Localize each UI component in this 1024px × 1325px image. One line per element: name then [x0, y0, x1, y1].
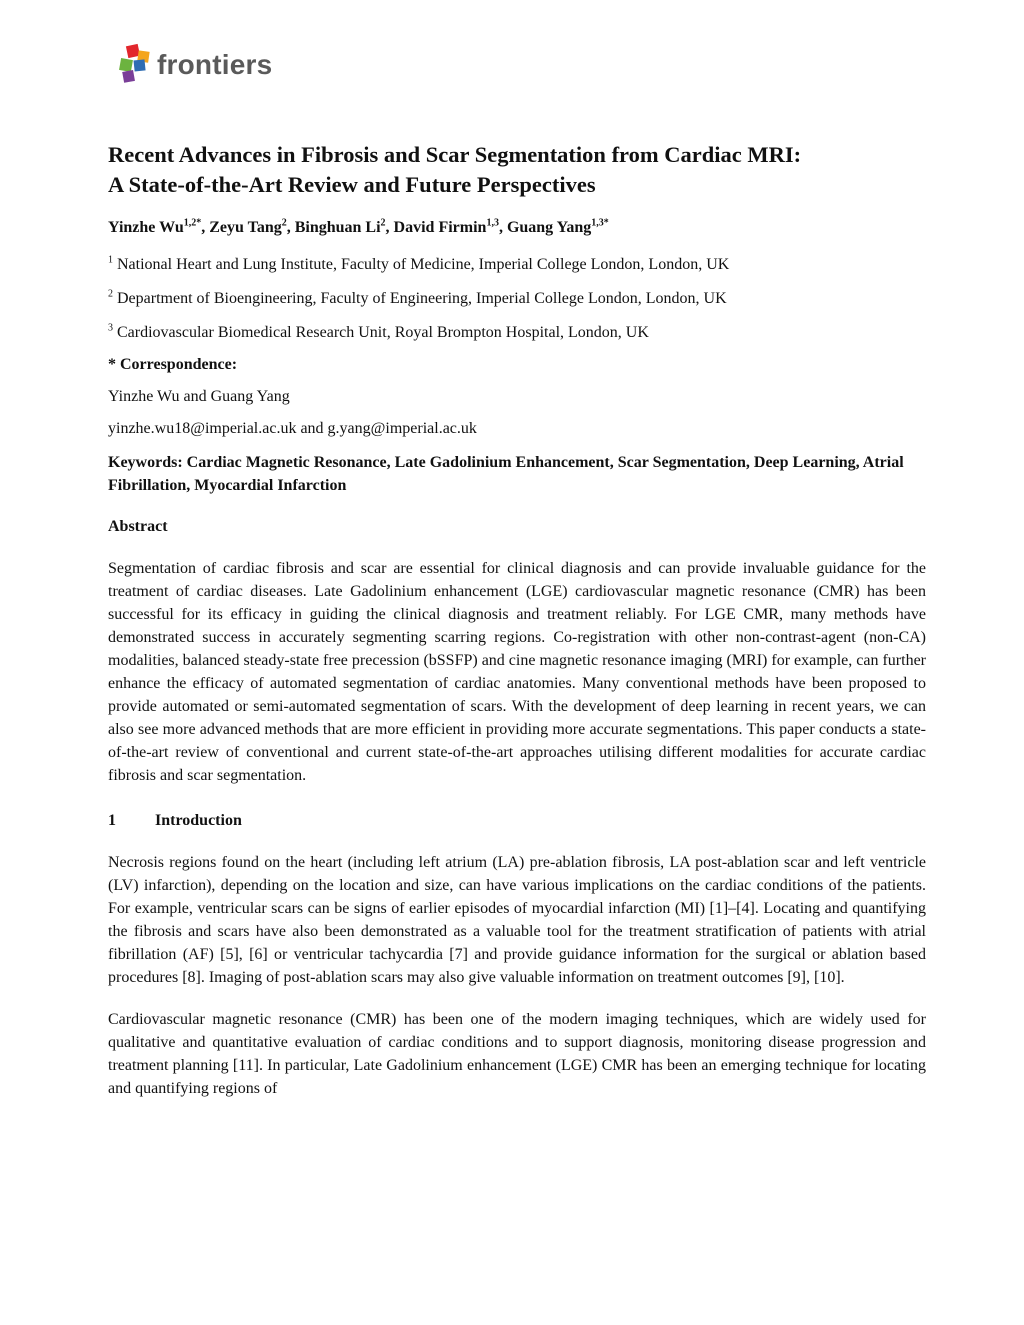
affiliation-2	[108, 288, 926, 310]
introduction-paragraph-1: Necrosis regions found on the heart (including left atrium (LA) pre-ablation fibrosis, LA post-ablation scar and left ventricle (LV) infarction), depending on the location and size, can have various implications on the cardiac conditions of the patients. For example, ventricular scars can be signs of earlier episodes of myocardial infarction (MI) [1]–[4]. Locating and quantifying the fibrosis and scars have also been demonstrated as a valuable tool for the treatment stratification of patients with atrial fibrillation (AF) [5], [6] or ventricular tachycardia [7] and provide guidance information for the surgical or ablation based procedures [8]. Imaging of post-ablation scars may also give valuable information on treatment outcomes [9], [10].	[108, 854, 926, 986]
correspondence-emails[interactable]: yinzhe.wu18@imperial.ac.uk and g.yang@imperial.ac.uk	[108, 420, 477, 437]
affiliation-number: 2	[108, 288, 113, 300]
affiliation-1	[108, 254, 926, 276]
title-line-2: A State-of-the-Art Review and Future Perspectives	[108, 172, 596, 197]
affiliation-text: National Heart and Lung Institute, Faculty of Medicine, Imperial College London, London, UK	[117, 256, 730, 273]
keywords: Keywords: Cardiac Magnetic Resonance, Late Gadolinium Enhancement, Scar Segmentation, Deep Learning, Atrial Fibrillation, Myocardial Infarction	[108, 454, 904, 494]
section-number: 1	[108, 812, 116, 829]
affiliation-number: 3	[108, 322, 113, 334]
affiliation-number: 1	[108, 254, 113, 266]
author-name: Yinzhe Wu	[108, 219, 184, 236]
frontiers-logo-icon	[118, 43, 154, 87]
affiliation-3	[108, 322, 926, 344]
author-affiliation-marker: 2	[380, 217, 386, 229]
affiliation-text: Department of Bioengineering, Faculty of Engineering, Imperial College London, London, UK	[117, 290, 727, 307]
author-name: David Firmin	[393, 219, 487, 236]
author-name: Binghuan Li	[294, 219, 381, 236]
correspondence-names: Yinzhe Wu and Guang Yang	[108, 388, 290, 405]
correspondence-heading: * Correspondence:	[108, 356, 238, 373]
article-body	[108, 140, 926, 1100]
introduction-heading	[108, 810, 926, 832]
author-affiliation-marker: 1,3*	[591, 217, 609, 229]
author-affiliation-marker: 1,3	[486, 217, 499, 229]
paper-title	[108, 140, 926, 200]
title-line-1: Recent Advances in Fibrosis and Scar Segmentation from Cardiac MRI:	[108, 142, 802, 167]
introduction-paragraph-2: Cardiovascular magnetic resonance (CMR) has been one of the modern imaging techniques, which are widely used for qualitative and quantitative evaluation of cardiac conditions and to support diagnosis, monitoring disease progression and treatment planning [11]. In particular, Late Gadolinium enhancement (LGE) CMR has been an emerging technique for locating and quantifying regions of	[108, 1011, 926, 1097]
abstract-heading: Abstract	[108, 518, 168, 535]
logo-wordmark: frontiers	[157, 49, 273, 80]
author-affiliation-marker: 2	[281, 217, 287, 229]
author-name: Guang Yang	[506, 219, 592, 236]
affiliation-text: Cardiovascular Biomedical Research Unit, Royal Brompton Hospital, London, UK	[117, 324, 649, 341]
section-title: Introduction	[155, 812, 242, 829]
author-name: Zeyu Tang	[209, 219, 282, 236]
author-affiliation-marker: 1,2*	[183, 217, 202, 229]
frontiers-logo	[118, 42, 272, 88]
author-list: Yinzhe $Wu^{1,2*}$, Zeyu Tang$^2$, Binghuan Li$^2$, David Firmin$^{1,3}$, Guang Yang$^{1,3*}$	[108, 217, 609, 236]
abstract-text: Segmentation of cardiac fibrosis and scar are essential for clinical diagnosis and can provide invaluable guidance for the treatment of cardiac diseases. Late Gadolinium enhancement (LGE) cardiovascular magnetic resonance (CMR) has been successful for its efficacy in guiding the clinical diagnosis and treatment reliably. For LGE CMR, many methods have demonstrated success in accurately segmenting scarring regions. Co-registration with other non-contrast-agent (non-CA) modalities, balanced steady-state free precession (bSSFP) and cine magnetic resonance imaging (MRI) for example, can further enhance the efficacy of automated segmentation of cardiac anatomies. Many conventional methods have been proposed to provide automated or semi-automated segmentation of scars. With the development of deep learning in recent years, we can also see more advanced methods that are more efficient in providing more accurate segmentations. This paper conducts a state-of-the-art review of conventional and current state-of-the-art approaches utilising different modalities for accurate cardiac fibrosis and scar segmentation.	[108, 560, 926, 784]
